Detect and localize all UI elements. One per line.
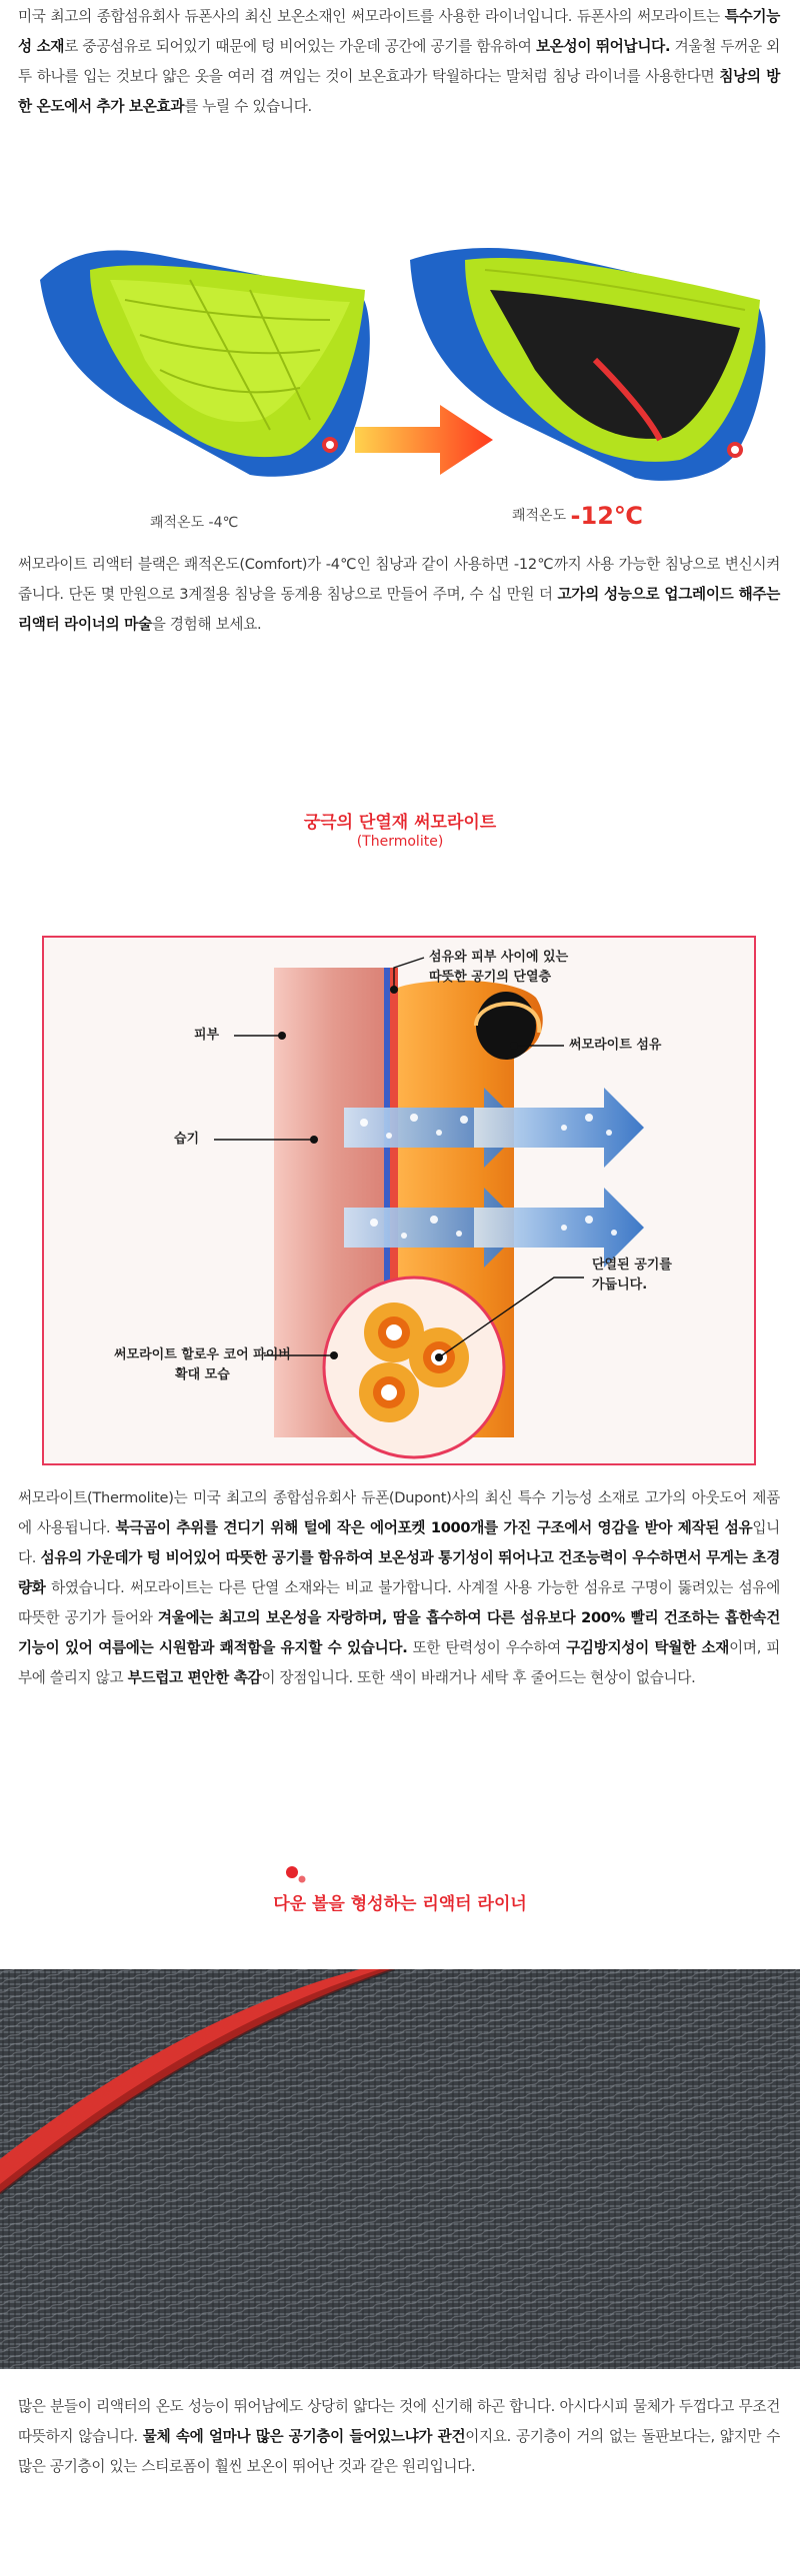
label-fiber: 써모라이트 섬유 — [569, 1038, 662, 1053]
bold-text: 부드럽고 편안한 촉감 — [127, 1669, 262, 1686]
label-skin: 피부 — [194, 1028, 220, 1043]
bold-text: 침낭의 방한 온도에서 추가 보온효과 — [18, 68, 780, 115]
sleeping-bag-with-liner-image — [395, 240, 785, 490]
bold-text: 구김방지성이 탁월한 소재 — [566, 1639, 730, 1656]
bold-text: 물체 속에 얼마나 많은 공기층이 들어있느냐가 관건 — [142, 2428, 466, 2445]
text-segment: 이지요. 공기층이 거의 없는 돌판보다는, 얇지만 수많은 공기층이 있는 스티로폼이 훨씬 보온이 뛰어난 것과 같은 원리입니다. — [18, 2428, 781, 2475]
down-paragraph — [18, 2392, 780, 2482]
text-segment: 를 누릴 수 있습니다. — [184, 98, 312, 115]
section-title-thermolite: 궁극의 단열재 써모라이트 — [303, 813, 497, 833]
bold-text: 겨울에는 최고의 보온성을 자랑하며, 땀을 흡수하여 다른 섬유보다 200% 빨리 건조하는 흡한속건 기능이 있어 여름에는 시원함과 쾌적함을 유지할 수 있습니다. — [18, 1609, 780, 1656]
intro-paragraph — [18, 2, 780, 122]
section-title-down-ball: 다운 볼을 형성하는 리액터 라이너 — [273, 1894, 527, 1914]
label-air-layer: 섬유와 피부 사이에 있는 따뜻한 공기의 단열층 — [429, 950, 569, 985]
text-segment: 이 장점입니다. 또한 색이 바래거나 세탁 후 줄어드는 현상이 없습니다. — [261, 1669, 696, 1686]
section-subtitle-thermolite: (Thermolite) — [356, 834, 444, 850]
right-caption-prefix: 쾌적온도 — [512, 508, 571, 524]
text-segment: 써모라이트(Thermolite)는 미국 최고의 종합섬유회사 듀폰(Dupont)사의 최신 특수 기능성 소재로 고가의 아웃도어 제품에 사용됩니다. — [18, 1489, 780, 1536]
text-segment: 겨울철 두꺼운 외투 하나를 입는 것보다 얇은 옷을 여러 겹 껴입는 것이 보온효과가 탁월하다는 말처럼 침낭 라이너를 사용한다면 — [18, 38, 780, 85]
left-caption: 쾌적온도 -4℃ — [150, 515, 239, 531]
thermolite-diagram — [42, 936, 756, 1465]
label-insulated-air: 단열된 공기를 가둡니다. — [592, 1258, 672, 1292]
bold-text: 특수기능성 소재 — [18, 8, 780, 55]
right-caption-value: -12℃ — [570, 502, 643, 530]
right-caption — [512, 502, 643, 530]
label-hollow-core: 써모라이트 할로우 코어 파이버 확대 모습 — [114, 1347, 291, 1382]
liner-fabric-photo — [0, 1969, 800, 2369]
reactor-paragraph — [18, 550, 780, 640]
text-segment: 하였습니다. 써모라이트는 다른 단열 소재와는 비교 불가합니다. 사계절 사용 가능한 섬유로 구명이 뚫려있는 섬유에 따뜻한 공기가 들어와 — [18, 1579, 780, 1626]
bold-text: 고가의 성능으로 업그레이드 해주는 리액터 라이너의 마술 — [18, 586, 781, 633]
bold-text: 섬유의 가운데가 텅 비어있어 따뜻한 공기를 함유하여 보온성과 통기성이 뛰어나고 건조능력이 우수하면서 무게는 초경량화 — [18, 1549, 780, 1596]
thermolite-paragraph — [18, 1483, 780, 1693]
red-dots-icon — [285, 1865, 309, 1885]
sleeping-bag-open-image — [30, 240, 390, 490]
bold-text: 북극곰이 추위를 견디기 위해 털에 작은 에어포켓 1000개를 가진 구조에서 영감을 받아 제작된 섬유 — [115, 1519, 753, 1536]
text-segment: 미국 최고의 종합섬유회사 듀폰사의 최신 보온소재인 써모라이트를 사용한 라이너입니다. 듀폰사의 써모라이트는 — [18, 8, 725, 25]
text-segment: 이며, 피부에 쓸리지 않고 — [18, 1639, 780, 1686]
label-moisture: 습기 — [174, 1132, 200, 1147]
text-segment: 많은 분들이 리액터의 온도 성능이 뛰어남에도 상당히 얇다는 것에 신기해 하곤 합니다. 아시다시피 물체가 두껍다고 무조건 따뜻하지 않습니다. — [18, 2398, 780, 2445]
text-segment: 입니다. — [18, 1519, 780, 1566]
text-segment: 써모라이트 리액터 블랙은 쾌적온도(Comfort)가 -4℃인 침낭과 같이 사용하면 -12℃까지 사용 가능한 침낭으로 변신시켜줍니다. 단돈 몇 만원으로 3계절용 침낭을 동계용 침낭으로 만들어 주며, 수 십 만원 더 — [18, 556, 780, 603]
text-segment: 을 경험해 보세요. — [151, 616, 262, 633]
bold-text: 보온성이 뛰어납니다. — [535, 38, 671, 55]
text-segment: 또한 탄력성이 우수하여 — [407, 1639, 567, 1656]
text-segment: 로 중공섬유로 되어있기 때문에 텅 비어있는 가운데 공간에 공기를 함유하여 — [64, 38, 536, 55]
